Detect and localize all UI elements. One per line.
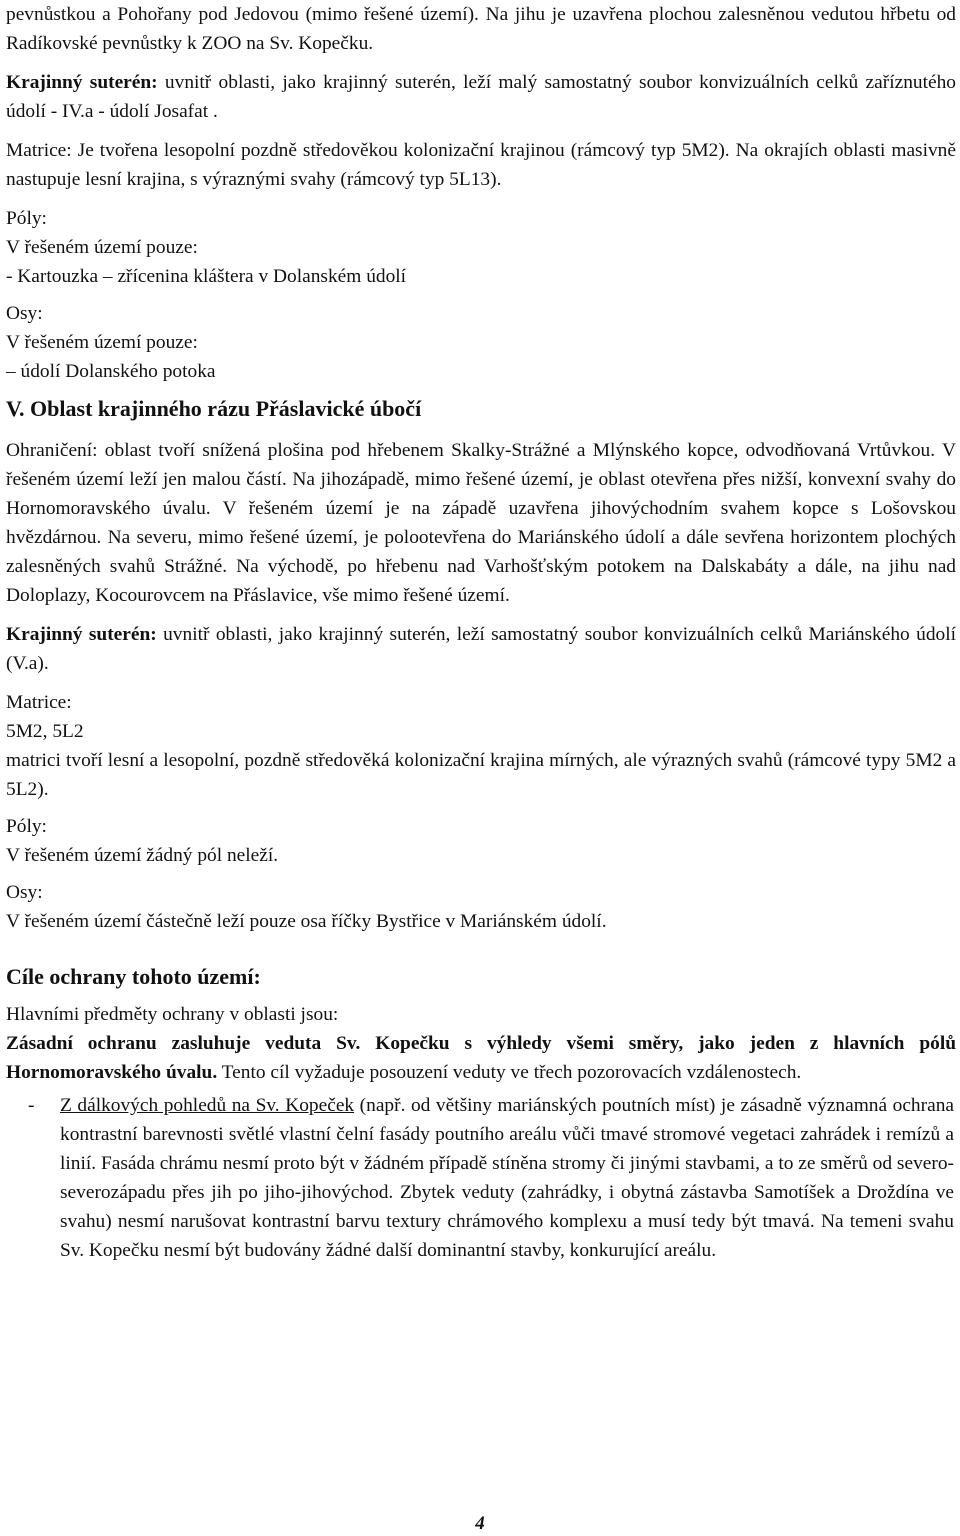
s5-poly-label: Póly: xyxy=(6,816,47,837)
s5-matrice-text: matrici tvoří lesní a lesopolní, pozdně středověká kolonizační krajina mírných, ale výrazných svahů (rámcové typy 5M2 a 5L2). xyxy=(6,750,956,800)
intro-paragraph xyxy=(6,0,956,58)
list-item-underlined: Z dálkových pohledů na Sv. Kopeček xyxy=(60,1095,355,1116)
s5-suteren-label: Krajinný suterén: xyxy=(6,624,157,645)
s5-suteren-text: uvnitř oblasti, jako krajinný suterén, leží samostatný soubor konvizuálních celků Mariánského údolí (V.a). xyxy=(6,624,956,674)
page-number: 4 xyxy=(475,1513,485,1534)
s5-matrice-label: Matrice: xyxy=(6,692,72,713)
intro-osy-line2: – údolí Dolanského potoka xyxy=(6,361,216,382)
matrice-label: Matrice: xyxy=(6,140,72,161)
ohraniceni-label: Ohraničení: xyxy=(6,440,98,461)
list-item xyxy=(6,1091,956,1265)
s5-matrice-code: 5M2, 5L2 xyxy=(6,721,84,742)
intro-matrice-paragraph xyxy=(6,136,956,194)
suteren-text: uvnitř oblasti, jako krajinný suterén, leží malý samostatný soubor konvizuálních celků zaříznutého údolí - IV.a - údolí Josafat . xyxy=(6,72,956,122)
intro-poly-label: Póly: xyxy=(6,208,47,229)
intro-text: pevnůstkou a Pohořany pod Jedovou (mimo řešené území). Na jihu je uzavřena plochou zalesněnou vedutou hřbetu od Radíkovské pevnůstky k ZOO na Sv. Kopečku. xyxy=(6,4,956,54)
s5-osy-text: V řešeném území částečně leží pouze osa říčky Bystřice v Mariánském údolí. xyxy=(6,911,607,932)
section-title: V. Oblast krajinného rázu Přáslavické úbočí xyxy=(6,396,422,421)
ohraniceni-text: oblast tvoří snížená plošina pod hřebenem Skalky-Strážné a Mlýnského kopce, odvodňovaná Vrtůvkou. V řešeném území leží jen malou částí. Na jihozápadě, mimo řešené území, je oblast otevřena přes nižší, konvexní svahy do Hornomoravského úvalu. V řešeném území je na západě uzavřena jihovýchodním svahem kopce s Lošovskou hvězdárnou. Na severu, mimo řešené území, je polootevřena do Mariánského údolí a dále sevřena horizontem plochých zalesněných svahů Strážné. Na východě, po hřebenu nad Varhošťským potokem na Dalskabáty a dále, na jihu nad Doloplazy, Kocourovcem na Přáslavice, vše mimo řešené území. xyxy=(6,440,956,606)
goals-lead: Hlavními předměty ochrany v oblasti jsou: xyxy=(6,1004,339,1025)
goals-bold-text: Zásadní ochranu zasluhuje veduta Sv. Kopečku s výhledy všemi směry, jako jeden z hlavních pólů Hornomoravského úvalu. xyxy=(6,1033,956,1083)
goals-paragraph xyxy=(6,1029,956,1087)
matrice-text: Je tvořena lesopolní pozdně středověkou kolonizační krajinou (rámcový typ 5M2). Na okrajích oblasti masivně nastupuje lesní krajina, s výraznými svahy (rámcový typ 5L13). xyxy=(6,140,956,190)
list-item-text xyxy=(60,1091,956,1265)
ohraniceni-paragraph xyxy=(6,436,956,610)
list-item-body: (např. od většiny mariánských poutních míst) je zásadně významná ochrana kontrastní barevnosti světlé vlastní čelní fasády poutního areálu vůči tmavé stromové vegetaci zahrádek i remízů a linií. Fasáda chrámu nesmí proto být v žádném případě stíněna stromy či jinými stavbami, a to ze směrů od severo-severozápadu přes jih po jiho-jihovýchod. Zbytek veduty (zahrádky, i obytná zástavba Samotíšek a Droždína ve svahu) nesmí narušovat kontrastní barvu textury chrámového komplexu a musí tedy být tmavá. Na temeni svahu Sv. Kopečku nesmí být budovány žádné další dominantní stavby, konkurující areálu. xyxy=(60,1095,954,1261)
s5-suteren-paragraph xyxy=(6,620,956,678)
suteren-label: Krajinný suterén: xyxy=(6,72,158,93)
goals-after-bold: Tento cíl vyžaduje posouzení veduty ve třech pozorovacích vzdálenostech. xyxy=(217,1062,802,1083)
document-page xyxy=(6,0,956,1265)
intro-osy-line1: V řešeném území pouze: xyxy=(6,332,198,353)
intro-osy-label: Osy: xyxy=(6,303,43,324)
list-dash: - xyxy=(28,1095,35,1116)
intro-suteren-paragraph xyxy=(6,68,956,126)
s5-osy-label: Osy: xyxy=(6,882,43,903)
intro-poly-line1: V řešeném území pouze: xyxy=(6,237,198,258)
goals-title: Cíle ochrany tohoto území: xyxy=(6,964,261,989)
s5-poly-text: V řešeném území žádný pól neleží. xyxy=(6,845,279,866)
intro-poly-line2: - Kartouzka – zřícenina kláštera v Dolanském údolí xyxy=(6,266,407,287)
